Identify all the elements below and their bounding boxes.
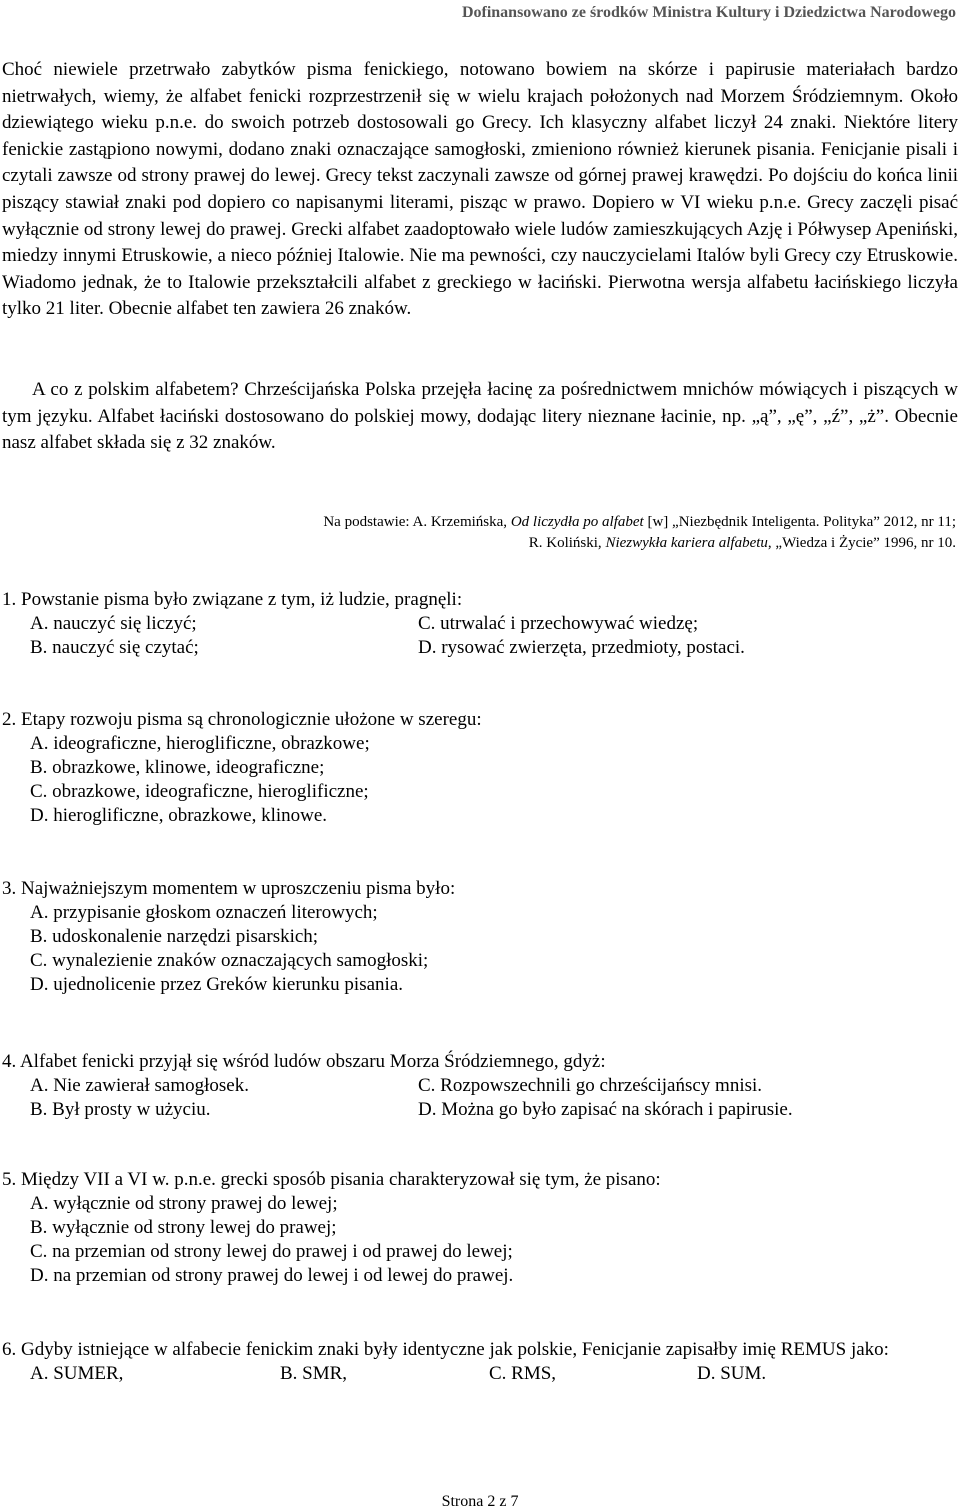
question-2-text: 2. Etapy rozwoju pisma są chronologicznie ułożone w szeregu: bbox=[2, 709, 482, 730]
question-1-option-d: D. rysować zwierzęta, przedmioty, postaci. bbox=[418, 637, 745, 658]
question-5-option-b: B. wyłącznie od strony lewej do prawej; bbox=[30, 1217, 337, 1238]
question-1 bbox=[2, 588, 958, 660]
question-1-row-2 bbox=[2, 636, 958, 660]
question-2-option-a: A. ideograficzne, hieroglificzne, obrazkowe; bbox=[30, 733, 370, 754]
question-1-option-b: B. nauczyć się czytać; bbox=[30, 637, 199, 658]
source-1-prefix: Na podstawie: A. Krzemińska, bbox=[323, 514, 511, 530]
page-number: Strona 2 z 7 bbox=[441, 1493, 519, 1510]
question-1-option-a: A. nauczyć się liczyć; bbox=[30, 613, 197, 634]
question-4-option-d: D. Można go było zapisać na skórach i papirusie. bbox=[418, 1099, 793, 1120]
question-5-option-c: C. na przemian od strony lewej do prawej i od prawej do lewej; bbox=[30, 1241, 513, 1262]
question-6-text: 6. Gdyby istniejące w alfabecie fenickim znaki były identyczne jak polskie, Fenicjanie zapisałby imię REMUS jako: bbox=[2, 1339, 889, 1360]
question-5-option-a: A. wyłącznie od strony prawej do lewej; bbox=[30, 1193, 338, 1214]
question-6 bbox=[2, 1338, 958, 1386]
question-4-option-c: C. Rozpowszechnili go chrześcijańscy mnisi. bbox=[418, 1075, 763, 1096]
question-4 bbox=[2, 1050, 958, 1122]
question-3-text: 3. Najważniejszym momentem w uproszczeniu pisma było: bbox=[2, 878, 456, 899]
source-citation-2 bbox=[529, 533, 956, 554]
question-3-option-c: C. wynalezienie znaków oznaczających samogłoski; bbox=[30, 950, 429, 971]
source-2-prefix: R. Koliński, bbox=[528, 535, 606, 551]
question-6-option-a: A. SUMER, bbox=[30, 1363, 124, 1384]
question-4-row-2 bbox=[2, 1098, 958, 1122]
source-citation-1 bbox=[323, 512, 956, 533]
question-4-option-b: B. Był prosty w użyciu. bbox=[30, 1099, 211, 1120]
question-1-option-c: C. utrwalać i przechowywać wiedzę; bbox=[418, 613, 699, 634]
question-4-text: 4. Alfabet fenicki przyjął się wśród ludów obszaru Morza Śródziemnego, gdyż: bbox=[2, 1051, 606, 1072]
source-1-title: Od liczydła po alfabet bbox=[510, 514, 644, 530]
source-2-title: Niezwykła kariera alfabetu bbox=[605, 535, 768, 551]
question-6-option-d: D. SUM. bbox=[697, 1363, 767, 1384]
question-3-option-b: B. udoskonalenie narzędzi pisarskich; bbox=[30, 926, 319, 947]
question-1-text: 1. Powstanie pisma było związane z tym, iż ludzie, pragnęli: bbox=[2, 589, 463, 610]
question-3-option-a: A. przypisanie głoskom oznaczeń literowych; bbox=[30, 902, 378, 923]
article-paragraph-2: A co z polskim alfabetem? Chrześcijańska Polska przejęła łacinę za pośrednictwem mnichów mówiących i piszących w tym języku. Alfabet łaciński dostosowano do polskiej mowy, dodając litery nieznane łacinie, np. „ą”, „ę”, „ź”, „ż”. Obecnie nasz alfabet składa się z 32 znaków. bbox=[2, 379, 958, 454]
question-5-option-d: D. na przemian od strony prawej do lewej i od lewej do prawej. bbox=[30, 1265, 514, 1286]
question-4-row-1 bbox=[2, 1074, 958, 1098]
funding-header: Dofinansowano ze środków Ministra Kultury i Dziedzictwa Narodowego bbox=[461, 4, 956, 21]
source-1-suffix: [w] „Niezbędnik Inteligenta. Polityka” 2012, nr 11; bbox=[643, 514, 956, 530]
question-6-options-row bbox=[2, 1362, 958, 1386]
source-2-suffix: , „Wiedza i Życie” 1996, nr 10. bbox=[767, 535, 956, 551]
question-6-option-c: C. RMS, bbox=[489, 1363, 557, 1384]
question-2-option-c: C. obrazkowe, ideograficzne, hieroglificzne; bbox=[30, 781, 369, 802]
question-2 bbox=[2, 708, 958, 828]
question-3-option-d: D. ujednolicenie przez Greków kierunku pisania. bbox=[30, 974, 404, 995]
question-4-option-a: A. Nie zawierał samogłosek. bbox=[30, 1075, 249, 1096]
question-2-option-b: B. obrazkowe, klinowe, ideograficzne; bbox=[30, 757, 325, 778]
article-paragraph-1: Choć niewiele przetrwało zabytków pisma fenickiego, notowano bowiem na skórze i papirusie materiałach bardzo nietrwałych, wiemy, że alfabet fenicki rozprzestrzenił się w wielu krajach położonych nad Morzem Śródziemnym. Około dziewiątego wieku p.n.e. do swoich potrzeb dostosowali go Grecy. Ich klasyczny alfabet liczył 24 znaki. Niektóre litery fenickie zastąpiono nowymi, dodano znaki oznaczające samogłoski, zmieniono również kierunek pisania. Fenicjanie pisali i czytali zawsze od strony prawej do lewej. Grecy tekst zaczynali zawsze od górnej prawej krawędzi. Po dojściu do końca linii piszący stawiał znaki pod dopiero co napisanymi literami, pisząc w prawo. Dopiero w VI wieku p.n.e. Grecy zaczęli pisać wyłącznie od strony lewej do prawej. Grecki alfabet zaadoptowało wiele ludów zamieszkujących Azję i Półwysep Apeniński, miedzy innymi Etruskowie, a nieco później Italowie. Nie ma pewności, czy nauczycielami Italów byli Grecy czy Etruskowie. Wiadomo jednak, że to Italowie przekształcili alfabet z greckiego w łaciński. Pierwotna wersja alfabetu łacińskiego liczyła tylko 21 liter. Obecnie alfabet ten zawiera 26 znaków. bbox=[2, 59, 958, 320]
question-1-row-1 bbox=[2, 612, 958, 636]
question-5-text: 5. Między VII a VI w. p.n.e. grecki sposób pisania charakteryzował się tym, że pisano: bbox=[2, 1169, 661, 1190]
question-5 bbox=[2, 1168, 958, 1288]
question-2-option-d: D. hieroglificzne, obrazkowe, klinowe. bbox=[30, 805, 328, 826]
question-3 bbox=[2, 877, 958, 997]
question-6-option-b: B. SMR, bbox=[280, 1363, 348, 1384]
